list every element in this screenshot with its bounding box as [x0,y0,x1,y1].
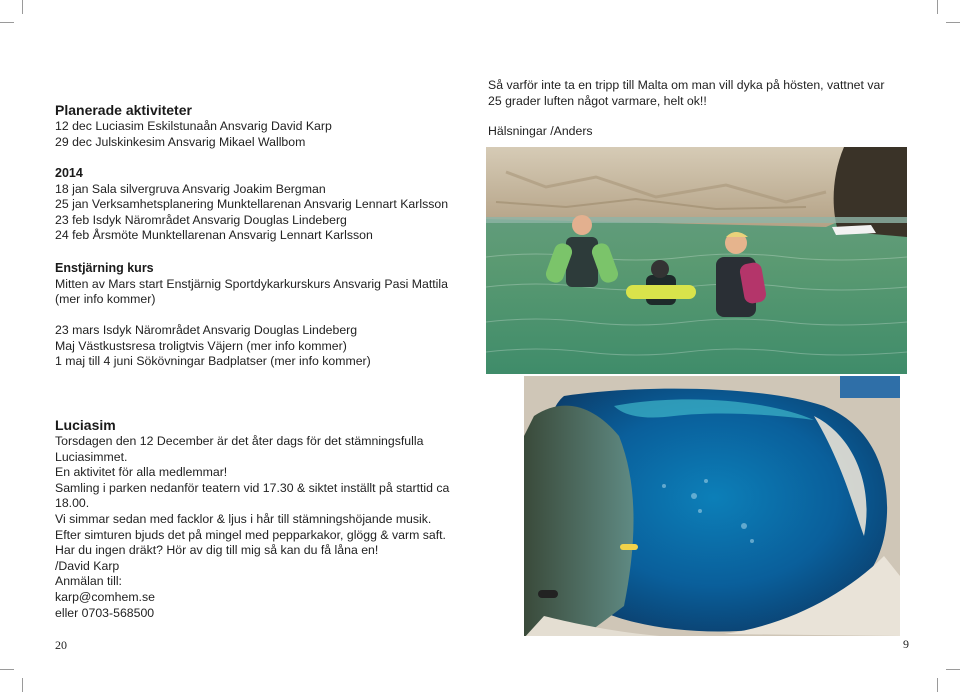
crop-mark-bottom-right-v [937,678,938,692]
luciasim-line: Samling i parken nedanför teatern vid 17.30 & siktet inställt på starttid ca [55,480,450,495]
luciasim-line: Efter simturen bjuds det på mingel med pepparkakor, glögg & varm saft. [55,527,446,542]
luciasim-heading: Luciasim [55,417,116,433]
year-2014-line: 18 jan Sala silvergruva Ansvarig Joakim Bergman [55,181,326,196]
star-course-heading: Enstjärning kurs [55,261,154,275]
crop-mark-bottom-left-v [22,678,23,692]
page-number-right: 9 [903,637,909,651]
malta-intro [488,78,884,140]
crop-mark-top-right-h [946,22,960,23]
crop-mark-top-right-v [937,0,938,14]
star-course-line: Mitten av Mars start Enstjärnig Sportdykarkurskurs Ansvarig Pasi Mattila [55,276,448,291]
planned-activities-heading: Planerade aktiviteter [55,102,192,118]
luciasim-line: /David Karp [55,558,120,573]
planned-activities-section [55,102,332,150]
luciasim-email[interactable]: karp@comhem.se [55,589,155,604]
more-line: 23 mars Isdyk Närområdet Ansvarig Douglas Lindeberg [55,323,358,337]
blue-hole-photo [524,376,900,636]
star-course-section [55,261,448,308]
intro-line: 25 grader luften något varmare, helt ok!! [488,93,707,108]
more-line: Maj Västkustsresa troligtvis Väjern (mer info kommer) [55,338,347,353]
luciasim-line: Anmälan till: [55,574,122,589]
year-2014-line: 25 jan Verksamhetsplanering Munktellarenan Ansvarig Lennart Karlsson [55,197,449,212]
luciasim-line: En aktivitet för alla medlemmar! [55,465,228,480]
planned-line: 12 dec Luciasim Eskilstunaån Ansvarig David Karp [55,119,332,133]
divers-photo [486,147,907,374]
crop-mark-bottom-right-h [946,669,960,670]
luciasim-line: 18.00. [55,496,90,511]
luciasim-line: Vi simmar sedan med facklor & ljus i hår till stämningshöjande musik. [55,511,432,526]
star-course-line: (mer info kommer) [55,292,156,307]
luciasim-line: Torsdagen den 12 December är det åter dags för det stämningsfulla [55,434,424,448]
luciasim-line: Har du ingen dräkt? Hör av dig till mig så kan du få låna en! [55,543,379,558]
year-2014-section [55,166,448,244]
page-number-left: 20 [55,638,67,652]
luciasim-section [55,417,449,621]
crop-mark-top-left-v [22,0,23,14]
crop-mark-bottom-left-h [0,669,14,670]
year-2014-line: 23 feb Isdyk Närområdet Ansvarig Douglas Lindeberg [55,212,347,227]
luciasim-phone: eller 0703-568500 [55,605,155,620]
year-2014-heading: 2014 [55,166,83,180]
signature: Hälsningar /Anders [488,124,593,139]
year-2014-line: 24 feb Årsmöte Munktellarenan Ansvarig Lennart Karlsson [55,228,373,243]
intro-line: Så varför inte ta en tripp till Malta om man vill dyka på hösten, vattnet var [488,78,885,92]
luciasim-line: Luciasimmet. [55,449,128,464]
more-activities-section [55,323,371,370]
planned-line: 29 dec Julskinkesim Ansvarig Mikael Wallbom [55,134,306,149]
crop-mark-top-left-h [0,22,14,23]
more-line: 1 maj till 4 juni Sökövningar Badplatser (mer info kommer) [55,354,371,369]
